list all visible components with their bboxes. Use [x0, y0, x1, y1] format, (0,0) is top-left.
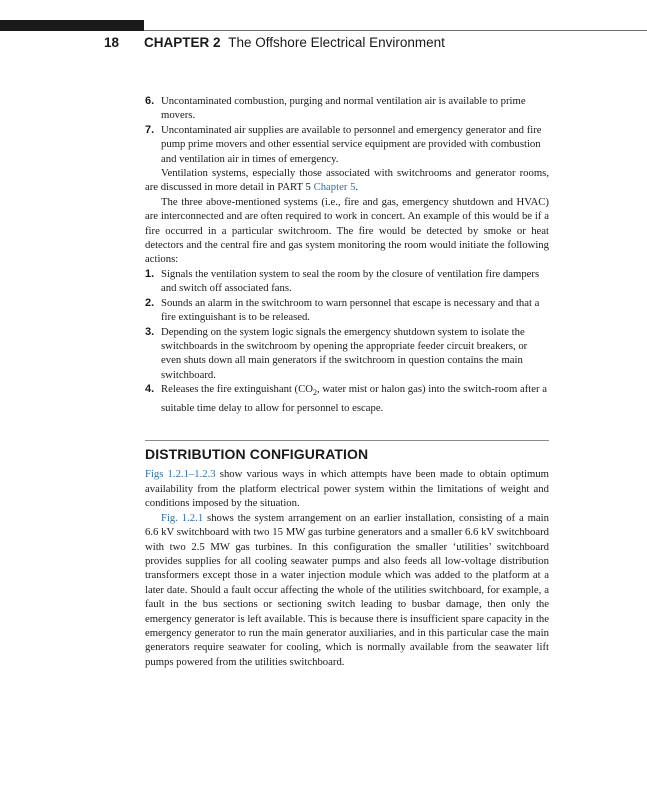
list-item-number: 1. [145, 267, 155, 280]
list-item [145, 382, 549, 415]
running-header [104, 35, 445, 50]
list-item-number: 7. [145, 123, 155, 136]
chapter-label: CHAPTER 2 [144, 35, 221, 50]
list-item [145, 325, 549, 383]
header-rule [144, 30, 647, 31]
subscript-2: 2 [312, 388, 317, 398]
paragraph-distribution-1 [145, 467, 549, 510]
list-item-text: Uncontaminated combustion, purging and normal ventilation air is available to prime movers. [161, 95, 526, 122]
paragraph-distribution-2 [145, 511, 549, 669]
list-item [145, 123, 549, 166]
chapter-title: The Offshore Electrical Environment [228, 35, 445, 50]
paragraph-text: shows the system arrangement on an earlier installation, consisting of a main 6.6 kV switchboard with two 15 MW gas turbine generators and a smaller 6.6 kV switchboard with two 2.5 MW gas turbines. In this configuration the smaller ‘utilities’ switchboard provides supplies for all cooling seawater pumps and also feeds all low-voltage distribution transformers except those in a water injection module which was added to the platform at a later date. Should a fault occur affecting the whole of the utilities switchboard, for example, a fault in the bus sections or sectioning switch leading to busbar damage, then only the emergency generator is left available. This is because there is insufficient spare capacity in the emergency generator to run the main generator auxiliaries, and in this particular case the main generators require seawater for cooling, which is normally available from the seawater lift pumps powered from the utilities switchboard. [145, 511, 549, 668]
list-item-text: Uncontaminated air supplies are available to personnel and emergency generator and fire pump prime movers and other essential service equipment are provided with combustion and ventilation air in times of emergency. [161, 123, 542, 165]
fire-actions-list [145, 267, 549, 415]
list-item [145, 267, 549, 296]
text-part: , water mist or halon gas) into the switch-room after a suitable time delay to allow for personnel to escape. [161, 383, 547, 414]
paragraph-systems: The three above-mentioned systems (i.e., fire and gas, emergency shutdown and HVAC) are interconnected and are often required to work in concert. An example of this would be if a fire occurred in a particular switchroom. The fire would be detected by smoke or heat detectors and the central fire and gas system monitoring the room would initiate the following actions: [145, 195, 549, 266]
figs-link[interactable]: Figs 1.2.1–1.2.3 [145, 468, 216, 481]
paragraph-text: show various ways in which attempts have been made to obtain optimum availability from the platform electrical power system within the limitations of weight and conditions imposed by the situation. [145, 468, 549, 510]
fig-link[interactable]: Fig. 1.2.1 [161, 511, 204, 524]
page-number: 18 [104, 35, 120, 50]
chapter-5-link[interactable]: Chapter 5 [313, 181, 356, 194]
list-item-text: Signals the ventilation system to seal the room by the closure of ventilation fire dampers and switch off associated fans. [161, 267, 540, 295]
paragraph-ventilation [145, 166, 549, 195]
list-item [145, 94, 549, 123]
requirements-list [145, 94, 549, 166]
paragraph-tail: . [355, 181, 359, 194]
list-item [145, 296, 549, 325]
list-item-text: Sounds an alarm in the switchroom to warn personnel that escape is necessary and that a fire extinguishant is to be released. [161, 296, 540, 324]
list-item-number: 2. [145, 296, 155, 309]
list-item-text [161, 383, 547, 414]
list-item-number: 3. [145, 325, 155, 338]
paragraph-text: Ventilation systems, especially those associated with switchrooms and generator rooms, are discussed in more detail in PART 5 [145, 167, 549, 194]
text-part: Releases the fire extinguishant (CO [161, 383, 313, 396]
section-title: DISTRIBUTION CONFIGURATION [145, 446, 369, 463]
header-bar-decoration [0, 20, 144, 31]
list-item-number: 4. [145, 383, 155, 396]
list-item-text: Depending on the system logic signals the emergency shutdown system to isolate the switchboards in the switchroom by opening the appropriate feeder circuit breakers, or even shuts down all main generators if the switchroom in question contains the main switchboard. [161, 325, 528, 381]
list-item-number: 6. [145, 95, 155, 107]
section-divider [145, 440, 549, 441]
page-body [145, 94, 549, 669]
